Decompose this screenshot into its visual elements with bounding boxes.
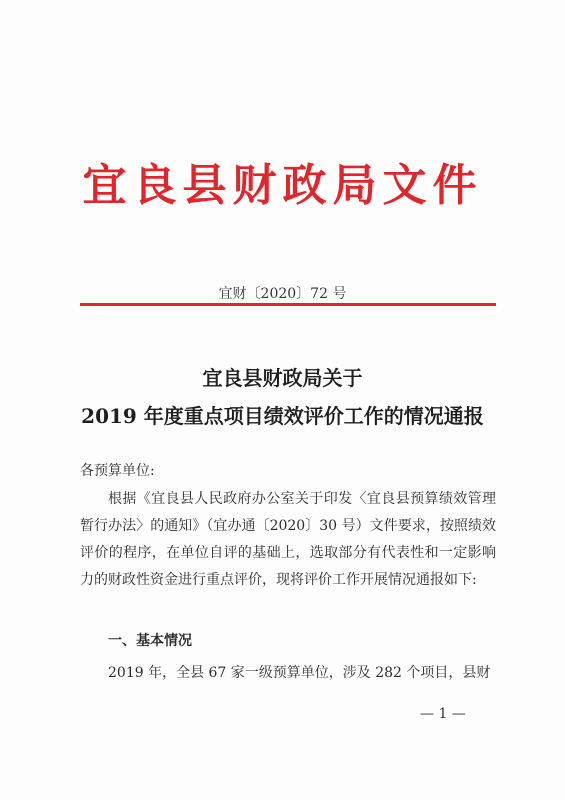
body-paragraph-1: 根据《宜良县人民政府办公室关于印发〈宜良县预算绩效管理暂行办法〉的通知》（宜办通〔2020〕30 号）文件要求，按照绩效评价的程序，在单位自评的基础上，选取部分有代表性和一定影响力的财政性资金进行重点评价，现将评价工作开展情况通报如下: [80, 491, 496, 588]
section-heading-basic-info: 一、基本情况 [108, 633, 192, 649]
body-paragraph-2: 2019 年，全县 67 家一级预算单位，涉及 282 个项目，县财 [108, 665, 491, 681]
document-title-line-1: 宜良县财政局关于 [202, 366, 363, 390]
document-number: 宜财〔2020〕72 号 [218, 286, 347, 302]
page-number: — 1 — [420, 706, 466, 722]
document-title-line-2: 2019 年度重点项目绩效评价工作的情况通报 [81, 404, 484, 428]
issuing-agency-header: 宜良县财政局文件 [82, 160, 483, 211]
red-separator-line [80, 303, 496, 306]
salutation: 各预算单位: [80, 463, 155, 479]
